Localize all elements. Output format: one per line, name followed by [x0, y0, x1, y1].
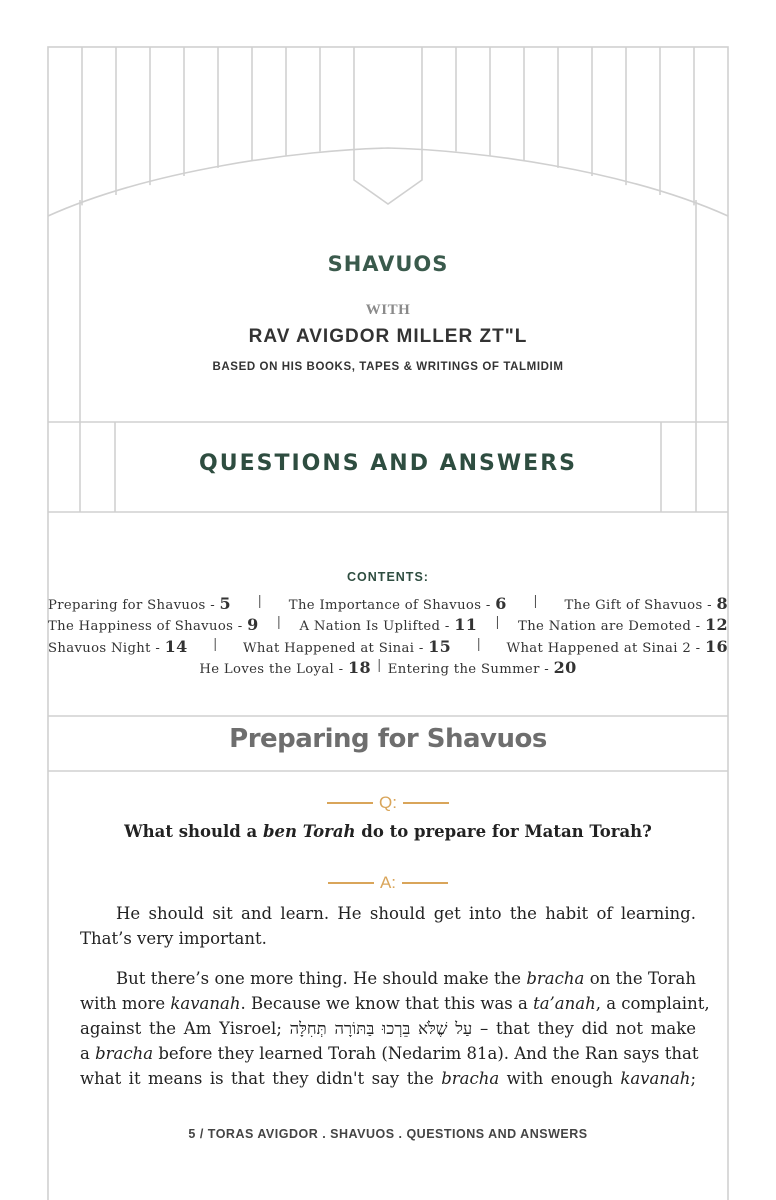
toc-row-2: The Happiness of Shavuos - 9 | A Nation Is Uplifted - 11 | The Nation are Demoted - 12	[48, 615, 728, 634]
question-label: Q:	[379, 793, 397, 812]
toc-row-3: Shavuos Night - 14 | What Happened at Sinai - 15 | What Happened at Sinai 2 - 16	[48, 637, 728, 656]
answer-paragraph-1: He should sit and learn. He should get into the habit of learning. That’s very important.	[80, 904, 696, 948]
toc-entry[interactable]: He Loves the Loyal - 18	[199, 658, 371, 677]
toc-entry[interactable]: Preparing for Shavuos - 5	[48, 594, 232, 613]
book-subtitle: BASED ON HIS BOOKS, TAPES & WRITINGS OF TALMIDIM	[212, 361, 564, 373]
toc-entry[interactable]: A Nation Is Uplifted - 11	[299, 615, 478, 634]
answer-paragraph-2: But there’s one more thing. He should make the bracha on the Torah with more kavanah. Because we know that this was a ta’anah, a complaint, against the Am Yisroel; עַל שֶׁלֹּא בֵּרְכוּ בַּתּוֹרָה תְּחִלָּה – that they did not make a bracha before they learned Torah (Nedarim 81a). And the Ran says that what it means is that they didn't say the bracha with enough kavanah;	[80, 969, 710, 1088]
toc-entry[interactable]: The Gift of Shavuos - 8	[564, 594, 728, 613]
author-name: RAV AVIGDOR MILLER ZT"L	[248, 326, 528, 347]
with-label: WITH	[365, 302, 411, 318]
contents-label: CONTENTS:	[347, 570, 429, 584]
toc-row-1: Preparing for Shavuos - 5 | The Importance of Shavuos - 6 | The Gift of Shavuos - 8	[48, 594, 728, 613]
toc-entry[interactable]: The Nation are Demoted - 12	[518, 615, 728, 634]
marker-rule-right	[403, 802, 449, 804]
question-text: What should a ben Torah do to prepare for Matan Torah?	[124, 822, 652, 841]
marker-rule-left	[327, 802, 373, 804]
answer-label: A:	[379, 873, 397, 892]
pennant-shape	[354, 47, 422, 204]
toc-row-4: He Loves the Loyal - 18 | Entering the Summer - 20	[199, 658, 577, 677]
answer-marker	[0, 873, 776, 893]
marker-rule-left	[328, 882, 374, 884]
toc-entry[interactable]: What Happened at Sinai - 15	[243, 637, 452, 656]
toc-entry[interactable]: What Happened at Sinai 2 - 16	[506, 637, 728, 656]
question-marker	[0, 793, 776, 813]
toc-entry[interactable]: The Importance of Shavuos - 6	[288, 594, 507, 613]
book-title: SHAVUOS	[327, 252, 449, 276]
page-footer: 5 / TORAS AVIGDOR . SHAVUOS . QUESTIONS AND ANSWERS	[188, 1127, 588, 1141]
decorative-columns	[82, 47, 694, 205]
hebrew-quote: עַל שֶׁלֹּא בֵּרְכוּ בַּתּוֹרָה תְּחִלָּה	[289, 1019, 473, 1038]
toc-entry[interactable]: The Happiness of Shavuos - 9	[48, 615, 259, 634]
toc-entry[interactable]: Shavuos Night - 14	[48, 637, 188, 656]
section-title: Preparing for Shavuos	[229, 724, 547, 754]
marker-rule-right	[402, 882, 448, 884]
toc-entry[interactable]: Entering the Summer - 20	[387, 658, 577, 677]
qa-banner-title: QUESTIONS AND ANSWERS	[199, 451, 577, 476]
